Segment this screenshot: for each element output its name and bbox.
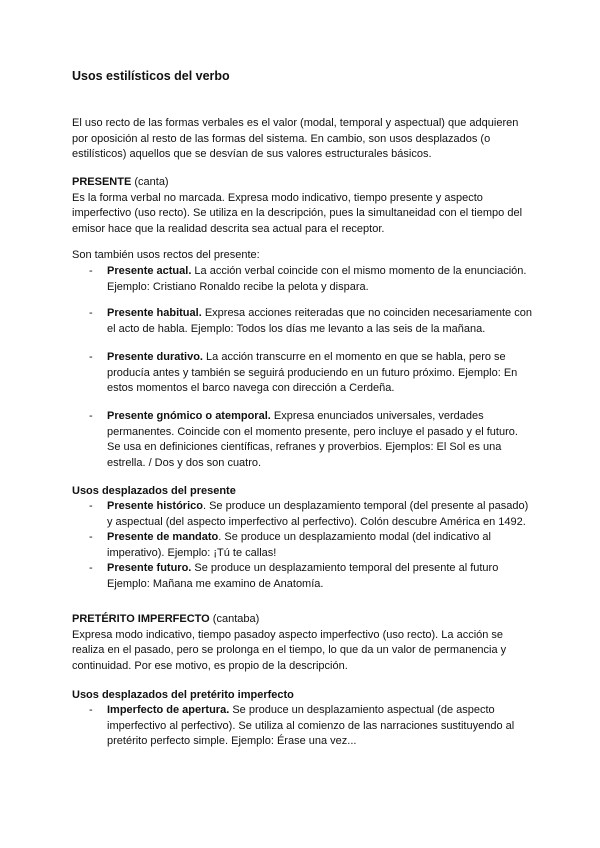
preterito-heading-form: (cantaba)	[212, 613, 260, 625]
item-text: Expresa enunciados universales, verdades permanentes. Coincide con el momento presente, pero incluye el pasado y el futuro. Se usa en definiciones científicas, refranes y proverbios. Ejemplos: El Sol es una estrella. / Dos y dos son cuatro.	[107, 410, 518, 469]
presente-desplazados-heading: Usos desplazados del presente	[72, 485, 236, 497]
list-item	[72, 350, 532, 397]
bullet-dash: -	[89, 562, 93, 574]
bullet-dash: -	[89, 410, 93, 422]
item-term: Presente de mandato	[107, 531, 219, 543]
item-text: Expresa acciones reiteradas que no coinciden necesariamente con el acto de habla. Ejemplo: Todos los días me levanto a las seis de la mañana.	[107, 307, 532, 335]
preterito-heading-label: PRETÉRITO IMPERFECTO	[72, 613, 210, 625]
item-text: La acción transcurre en el momento en que se habla, pero se producía antes y también se seguirá produciendo en un futuro próximo. Ejemplo: En estos momentos el barco navega con dirección a Cerdeña.	[107, 351, 518, 394]
list-item	[72, 264, 532, 295]
bullet-dash: -	[89, 500, 93, 512]
bullet-dash: -	[89, 265, 93, 277]
list-item	[72, 703, 532, 750]
preterito-description: Expresa modo indicativo, tiempo pasadoy aspecto imperfectivo (uso recto). La acción se realiza en el pasado, pero se prolonga en el tiempo, lo que da un valor de permanencia y continuidad. Por ese motivo, es propio de la descripción.	[72, 628, 507, 672]
presente-description: Es la forma verbal no marcada. Expresa modo indicativo, tiempo presente y aspecto imperfectivo (uso recto). Se utiliza en la descripción, pues la simultaneidad con el tiempo del emisor hace que la realidad descrita sea actual para el receptor.	[72, 191, 523, 235]
preterito-desplazados-heading: Usos desplazados del pretérito imperfecto	[72, 689, 294, 701]
list-item	[72, 306, 532, 337]
item-text: . Se produce un desplazamiento modal (del indicativo al imperativo). Ejemplo: ¡Tú te callas!	[107, 531, 491, 559]
list-item	[72, 561, 532, 592]
page-title: Usos estilísticos del verbo	[72, 69, 230, 83]
item-term: Presente futuro.	[107, 562, 192, 574]
bullet-dash: -	[89, 307, 93, 319]
presente-rectos-list-3	[72, 350, 532, 397]
preterito-heading	[72, 612, 532, 628]
item-term: Presente habitual.	[107, 307, 202, 319]
item-term: Presente gnómico o atemporal.	[107, 410, 271, 422]
bullet-dash: -	[89, 704, 93, 716]
item-text: Se produce un desplazamiento temporal del presente al futuro Ejemplo: Mañana me examino de Anatomía.	[107, 562, 499, 590]
item-text: La acción verbal coincide con el mismo momento de la enunciación. Ejemplo: Cristiano Ronaldo recibe la pelota y dispara.	[107, 265, 527, 293]
presente-rectos-list-4	[72, 409, 532, 471]
presente-desplazados-list	[72, 499, 532, 592]
presente-section	[72, 175, 532, 237]
preterito-desplazados-list	[72, 703, 532, 750]
preterito-section	[72, 612, 532, 674]
bullet-dash: -	[89, 531, 93, 543]
item-term: Presente actual.	[107, 265, 192, 277]
item-text: . Se produce un desplazamiento temporal (del presente al pasado) y aspectual (del aspecto imperfectivo al perfectivo). Colón descubre América en 1492.	[107, 500, 529, 528]
presente-heading-label: PRESENTE	[72, 176, 132, 188]
item-term: Presente durativo.	[107, 351, 203, 363]
list-item	[72, 499, 532, 530]
presente-rectos-list-2	[72, 306, 532, 337]
presente-rectos-intro: Son también usos rectos del presente:	[72, 249, 260, 261]
list-item	[72, 530, 532, 561]
item-term: Presente histórico	[107, 500, 203, 512]
presente-heading-form: (canta)	[134, 176, 169, 188]
presente-rectos-list	[72, 264, 532, 295]
item-term: Imperfecto de apertura.	[107, 704, 230, 716]
list-item	[72, 409, 532, 471]
bullet-dash: -	[89, 351, 93, 363]
intro-paragraph: El uso recto de las formas verbales es el valor (modal, temporal y aspectual) que adquieren por oposición al resto de las formas del sistema. En cambio, son usos desplazados (o estilísticos) aquellos que se desvían de sus valores estructurales básicos.	[72, 117, 519, 160]
presente-heading	[72, 175, 532, 191]
item-text: Se produce un desplazamiento aspectual (de aspecto imperfectivo al perfectivo). Se utiliza al comienzo de las narraciones sustituyendo al pretérito perfecto simple. Ejemplo: Érase una vez...	[107, 704, 515, 747]
